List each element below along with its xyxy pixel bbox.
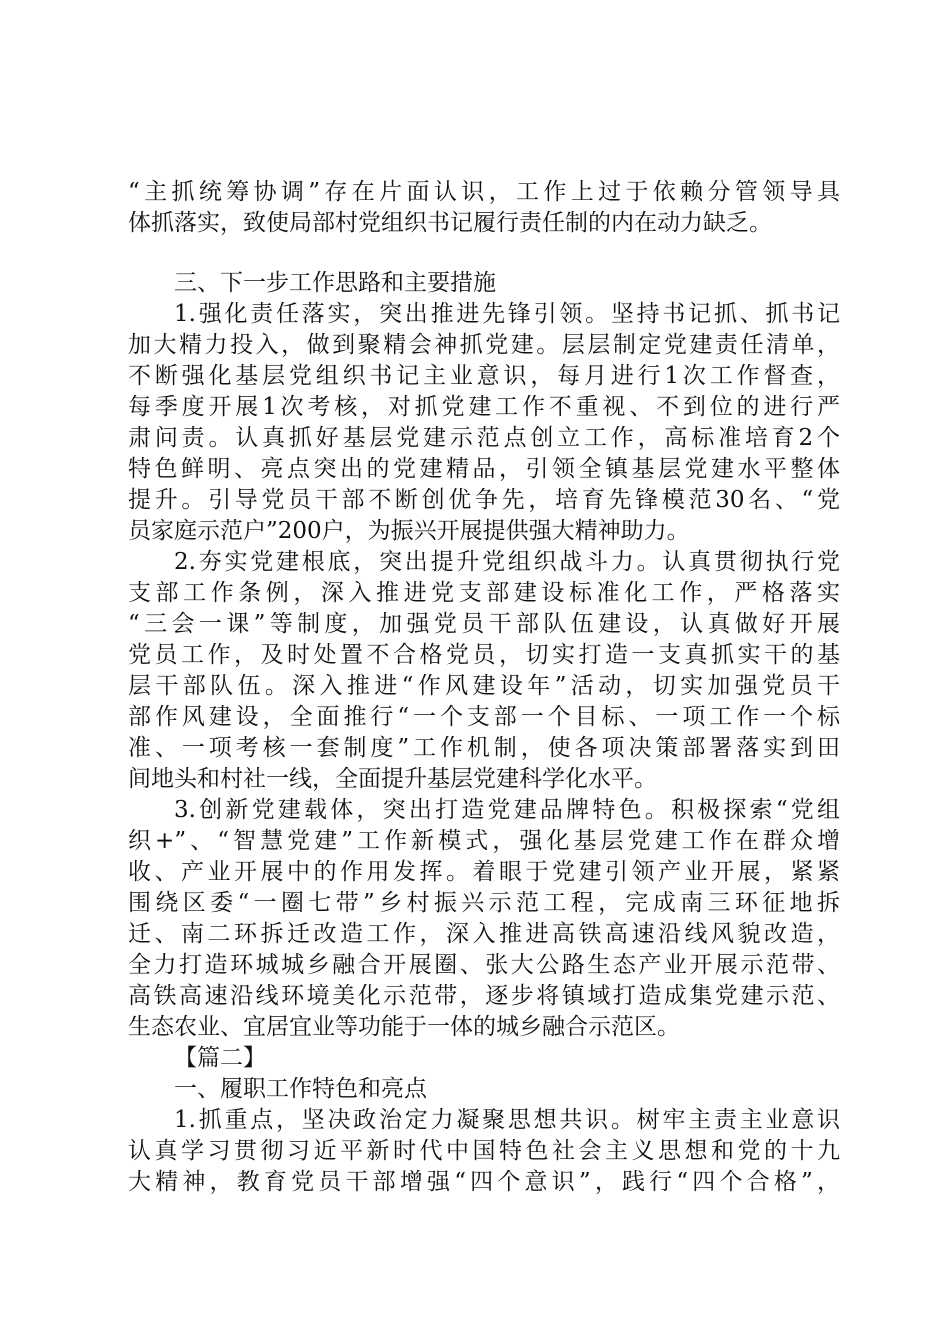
paragraph-measure-2 <box>128 547 840 795</box>
text-line: 员家庭示范户”200户，为振兴开展提供强大精神助力。 <box>128 518 690 544</box>
text-line: 全力打造环城城乡融合开展圈、张大公路生态产业开展示范带、 <box>128 952 840 978</box>
text-line: 2.夯实党建根底，突出提升党组织战斗力。认真贯彻执行党 <box>174 549 840 575</box>
text-line: “主抓统筹协调”存在片面认识，工作上过于依赖分管领导具 <box>128 179 840 205</box>
text-line: 大精神，教育党员干部增强“四个意识”，践行“四个合格”， <box>128 1169 840 1195</box>
text-line: 层干部队伍。深入推进“作风建设年”活动，切实加强党员干 <box>128 673 840 699</box>
heading-text: 三、下一步工作思路和主要措施 <box>174 270 496 296</box>
text-line: 围绕区委“一圈七带”乡村振兴示范工程，完成南三环征地拆 <box>128 890 840 916</box>
text-line: 织+”、“智慧党建”工作新模式，强化基层党建工作在群众增 <box>128 828 840 854</box>
heading-text: 一、履职工作特色和亮点 <box>174 1076 427 1102</box>
text-line: 收、产业开展中的作用发挥。着眼于党建引领产业开展，紧紧 <box>128 859 840 885</box>
text-line: 每季度开展1次考核，对抓党建工作不重视、不到位的进行严 <box>128 394 840 420</box>
text-line: 不断强化基层党组织书记主业意识，每月进行1次工作督查， <box>128 363 840 389</box>
paragraph-highlight-1 <box>128 1105 840 1198</box>
text-line: 党员工作，及时处置不合格党员，切实打造一支真抓实干的基 <box>128 642 840 668</box>
text-line: 高铁高速沿线环境美化示范带，逐步将镇域打造成集党建示范、 <box>128 983 840 1009</box>
text-line: 认真学习贯彻习近平新时代中国特色社会主义思想和党的十九 <box>128 1138 840 1164</box>
text-line: 体抓落实，致使局部村党组织书记履行责任制的内在动力缺乏。 <box>128 210 772 236</box>
text-line: 肃问责。认真抓好基层党建示范点创立工作，高标准培育2个 <box>128 425 840 451</box>
heading-text: 【篇二】 <box>174 1045 266 1071</box>
section-heading-next-steps <box>128 268 840 299</box>
text-line: “三会一课”等制度，加强党员干部队伍建设，认真做好开展 <box>128 611 840 637</box>
part-two-heading <box>128 1043 840 1074</box>
text-line: 3.创新党建载体，突出打造党建品牌特色。积极探索“党组 <box>174 797 840 823</box>
text-line: 提升。引导党员干部不断创优争先，培育先锋模范30名、“党 <box>128 487 840 513</box>
text-line: 生态农业、宜居宜业等功能于一体的城乡融合示范区。 <box>128 1014 680 1040</box>
paragraph-measure-1 <box>128 299 840 547</box>
text-line: 间地头和村社一线，全面提升基层党建科学化水平。 <box>128 766 657 792</box>
text-line: 1.抓重点，坚决政治定力凝聚思想共识。树牢主责主业意识 <box>174 1107 840 1133</box>
text-line: 加大精力投入，做到聚精会神抓党建。层层制定党建责任清单， <box>128 332 840 358</box>
text-line: 迁、南二环拆迁改造工作，深入推进高铁高速沿线风貌改造， <box>128 921 840 947</box>
text-line: 1.强化责任落实，突出推进先锋引领。坚持书记抓、抓书记 <box>174 301 840 327</box>
text-line: 特色鲜明、亮点突出的党建精品，引领全镇基层党建水平整体 <box>128 456 840 482</box>
text-line: 准、一项考核一套制度”工作机制，使各项决策部署落实到田 <box>128 735 840 761</box>
paragraph-measure-3 <box>128 795 840 1043</box>
text-line: 支部工作条例，深入推进党支部建设标准化工作，严格落实 <box>128 580 840 606</box>
section-heading-highlights <box>128 1074 840 1105</box>
paragraph-continuation <box>128 177 840 239</box>
text-line: 部作风建设，全面推行“一个支部一个目标、一项工作一个标 <box>128 704 840 730</box>
